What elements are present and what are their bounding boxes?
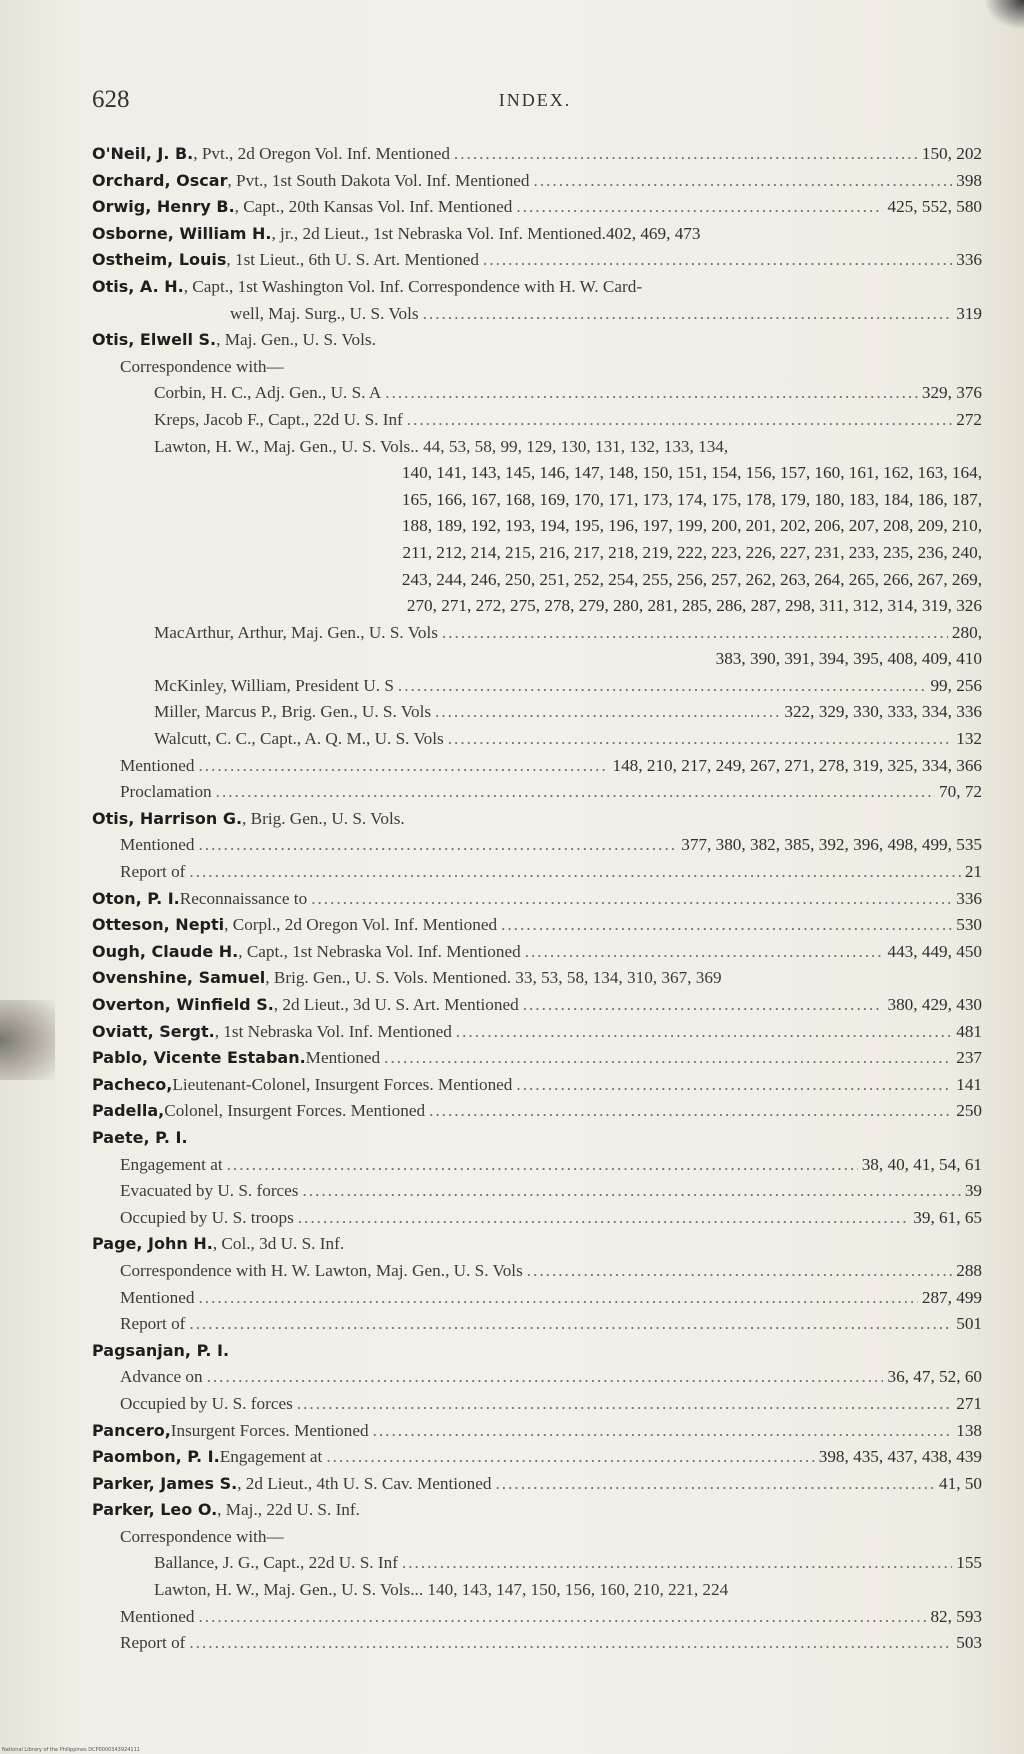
entry-text: MacArthur, Arthur, Maj. Gen., U. S. Vols bbox=[154, 622, 438, 642]
dot-leader bbox=[442, 620, 948, 647]
index-entry-line bbox=[92, 327, 982, 354]
index-entry-line bbox=[92, 1524, 982, 1551]
page-references: 41, 50 bbox=[939, 1473, 982, 1493]
entry-text: well, Maj. Surg., U. S. Vols bbox=[230, 303, 419, 323]
page-references: 481 bbox=[956, 1021, 982, 1041]
entry-text: Mentioned bbox=[120, 1606, 195, 1626]
entry-text: Reconnaissance to bbox=[179, 888, 308, 908]
page-references: 138 bbox=[956, 1420, 982, 1440]
entry-text: , Corpl., 2d Oregon Vol. Inf. Mentioned bbox=[224, 915, 498, 935]
entry-heading: Page, John H. bbox=[92, 1234, 213, 1254]
entry-heading: Orwig, Henry B. bbox=[92, 197, 235, 217]
index-entry-line bbox=[92, 354, 982, 381]
dot-leader bbox=[525, 939, 884, 966]
index-entry-line bbox=[92, 965, 982, 992]
dot-leader bbox=[523, 992, 884, 1019]
index-entry-line bbox=[92, 1418, 982, 1445]
entry-text: , Pvt., 1st South Dakota Vol. Inf. Mentioned bbox=[227, 170, 530, 190]
page-references: 336 bbox=[956, 250, 982, 270]
entry-text: Insurgent Forces. Mentioned bbox=[170, 1420, 369, 1440]
dot-leader bbox=[516, 1072, 952, 1099]
page-references: 155 bbox=[956, 1553, 982, 1573]
dot-leader bbox=[198, 1604, 926, 1631]
entry-text: , Maj. Gen., U. S. Vols. bbox=[216, 330, 376, 350]
page-references: 132 bbox=[956, 729, 982, 749]
entry-text: Correspondence with— bbox=[120, 1526, 284, 1546]
index-entry-line bbox=[92, 1045, 982, 1072]
entry-heading: Otis, Harrison G. bbox=[92, 808, 243, 828]
entry-heading: Paombon, P. I. bbox=[92, 1447, 220, 1467]
page-references: 82, 593 bbox=[930, 1606, 982, 1626]
page-references: 272 bbox=[956, 409, 982, 429]
entry-text: Report of bbox=[120, 1314, 186, 1334]
entry-text: Correspondence with— bbox=[120, 356, 284, 376]
dot-leader bbox=[326, 1444, 814, 1471]
entry-text: , jr., 2d Lieut., 1st Nebraska Vol. Inf. Mentioned. bbox=[271, 223, 606, 243]
dot-leader bbox=[423, 301, 953, 328]
entry-text: Correspondence with H. W. Lawton, Maj. Gen., U. S. Vols bbox=[120, 1260, 523, 1280]
entry-heading: Ough, Claude H. bbox=[92, 941, 239, 961]
index-entry-line bbox=[92, 460, 982, 487]
entry-heading: Oviatt, Sergt. bbox=[92, 1021, 215, 1041]
index-entry-line bbox=[92, 1178, 982, 1205]
dot-leader bbox=[198, 753, 608, 780]
entry-text: , Capt., 1st Washington Vol. Inf. Correspondence with H. W. Card- bbox=[183, 276, 643, 296]
index-entry-line bbox=[92, 1152, 982, 1179]
dot-leader bbox=[189, 1630, 952, 1657]
entry-heading: Overton, Winfield S. bbox=[92, 995, 274, 1014]
page-references: 329, 376 bbox=[921, 383, 982, 403]
index-entry-line bbox=[92, 540, 982, 567]
index-entry-line bbox=[92, 939, 982, 966]
dot-leader bbox=[373, 1418, 953, 1445]
page-references: 402, 469, 473 bbox=[605, 223, 701, 243]
index-entry-line bbox=[92, 194, 982, 221]
running-title: INDEX. bbox=[498, 90, 572, 110]
dot-leader bbox=[448, 726, 953, 753]
page-references: 21 bbox=[964, 862, 982, 882]
page-references: 398 bbox=[956, 170, 982, 190]
dot-leader bbox=[435, 699, 780, 726]
page-header bbox=[92, 86, 978, 116]
page-references: 165, 166, 167, 168, 169, 170, 171, 173, 174, 175, 178, 179, 180, 183, 184, 186, 187, bbox=[401, 489, 982, 509]
page-references: 188, 189, 192, 193, 194, 195, 196, 197, 199, 200, 201, 202, 206, 207, 208, 209, 210, bbox=[401, 516, 982, 536]
dot-leader bbox=[311, 886, 952, 913]
page-references: 250 bbox=[956, 1101, 982, 1121]
entry-heading: Osborne, William H. bbox=[92, 223, 272, 243]
page-references: 443, 449, 450 bbox=[887, 941, 982, 961]
page-references: 319 bbox=[956, 303, 982, 323]
index-entry-line bbox=[92, 726, 982, 753]
page-references: 70, 72 bbox=[939, 782, 982, 802]
entry-heading: Paete, P. I. bbox=[92, 1127, 188, 1147]
dot-leader bbox=[534, 168, 953, 195]
entry-text: Ballance, J. G., Capt., 22d U. S. Inf bbox=[154, 1553, 398, 1573]
page-references: 39 bbox=[964, 1181, 982, 1201]
entry-text: Walcutt, C. C., Capt., A. Q. M., U. S. Vols bbox=[154, 729, 444, 749]
entry-text: Mentioned bbox=[120, 755, 195, 775]
entry-text: Proclamation bbox=[120, 782, 212, 802]
index-entry-line bbox=[92, 1098, 982, 1125]
page-references: 398, 435, 437, 438, 439 bbox=[818, 1447, 982, 1467]
page-references: 288 bbox=[956, 1260, 982, 1280]
dot-leader bbox=[454, 141, 918, 168]
index-entry-line bbox=[92, 247, 982, 274]
page-references: 280, bbox=[951, 622, 982, 642]
entry-heading: Parker, Leo O. bbox=[92, 1500, 218, 1520]
index-entry-line bbox=[92, 301, 982, 328]
entry-text: Lawton, H. W., Maj. Gen., U. S. Vols... 140, 143, 147, 150, 156, 160, 210, 221, 224 bbox=[154, 1580, 729, 1600]
page-references: 322, 329, 330, 333, 334, 336 bbox=[784, 702, 982, 722]
page-references: 336 bbox=[956, 888, 982, 908]
page-references: 377, 380, 382, 385, 392, 396, 498, 499, 535 bbox=[681, 835, 982, 855]
entry-heading: Otis, Elwell S. bbox=[92, 330, 217, 350]
index-entry-line bbox=[92, 513, 982, 540]
index-entry-line bbox=[92, 380, 982, 407]
entry-text: Report of bbox=[120, 1633, 186, 1653]
entry-text: Corbin, H. C., Adj. Gen., U. S. A bbox=[154, 383, 382, 403]
entry-text: Miller, Marcus P., Brig. Gen., U. S. Vols bbox=[154, 702, 432, 722]
dot-leader bbox=[207, 1364, 884, 1391]
index-entry-line bbox=[92, 1630, 982, 1657]
index-entries bbox=[92, 141, 982, 1657]
page-references: 530 bbox=[956, 915, 982, 935]
index-entry-line bbox=[92, 567, 982, 594]
entry-heading: Orchard, Oscar bbox=[92, 170, 228, 190]
entry-text: , 1st Nebraska Vol. Inf. Mentioned bbox=[214, 1021, 452, 1041]
index-entry-line bbox=[92, 1471, 982, 1498]
entry-text: , 1st Lieut., 6th U. S. Art. Mentioned bbox=[226, 250, 479, 270]
page-references: 140, 141, 143, 145, 146, 147, 148, 150, 151, 154, 156, 157, 160, 161, 162, 163, 164, bbox=[401, 463, 982, 483]
index-entry-line bbox=[92, 646, 982, 673]
entry-text: Engagement at bbox=[219, 1447, 323, 1467]
dot-leader bbox=[198, 1285, 917, 1312]
entry-text: , 2d Lieut., 3d U. S. Art. Mentioned bbox=[273, 995, 519, 1014]
index-entry-line bbox=[92, 673, 982, 700]
page-references: 383, 390, 391, 394, 395, 408, 409, 410 bbox=[715, 649, 982, 669]
dot-leader bbox=[298, 1205, 909, 1232]
entry-text: , Brig. Gen., U. S. Vols. bbox=[242, 808, 405, 828]
entry-text: McKinley, William, President U. S bbox=[154, 675, 394, 695]
entry-text: Lawton, H. W., Maj. Gen., U. S. Vols.. 44, 53, 58, 99, 129, 130, 131, 132, 133, 134, bbox=[154, 436, 729, 456]
index-entry-line bbox=[92, 1577, 982, 1604]
entry-text: Evacuated by U. S. forces bbox=[120, 1181, 299, 1201]
index-entry-line bbox=[92, 1391, 982, 1418]
index-entry-line bbox=[92, 1125, 982, 1152]
page-references: 270, 271, 272, 275, 278, 279, 280, 281, 285, 286, 287, 298, 311, 312, 314, 319, 326 bbox=[406, 596, 982, 616]
dot-leader bbox=[483, 247, 952, 274]
index-entry-line bbox=[92, 1285, 982, 1312]
entry-heading: Pacheco, bbox=[92, 1074, 173, 1094]
entry-text: Occupied by U. S. troops bbox=[120, 1207, 294, 1227]
index-entry-line bbox=[92, 141, 982, 168]
page-references: 99, 256 bbox=[930, 675, 982, 695]
index-entry-line bbox=[92, 1497, 982, 1524]
entry-heading: Padella, bbox=[92, 1101, 165, 1121]
entry-text: Report of bbox=[120, 862, 186, 882]
index-entry-line bbox=[92, 753, 982, 780]
entry-heading: Otis, A. H. bbox=[92, 276, 184, 296]
page-references: 380, 429, 430 bbox=[887, 995, 982, 1014]
dot-leader bbox=[501, 912, 952, 939]
index-entry-line bbox=[92, 407, 982, 434]
index-entry-line bbox=[92, 434, 982, 461]
index-entry-line bbox=[92, 912, 982, 939]
entry-heading: Ovenshine, Samuel bbox=[92, 968, 266, 988]
page-references: 141 bbox=[956, 1074, 982, 1094]
dot-leader bbox=[198, 832, 677, 859]
entry-text: , Col., 3d U. S. Inf. bbox=[212, 1234, 345, 1254]
dot-leader bbox=[402, 1550, 952, 1577]
dot-leader bbox=[516, 194, 883, 221]
index-entry-line bbox=[92, 1444, 982, 1471]
entry-text: , Capt., 20th Kansas Vol. Inf. Mentioned bbox=[234, 197, 513, 217]
corner-mark bbox=[984, 0, 1024, 30]
entry-text: , Brig. Gen., U. S. Vols. Mentioned. 33, 53, 58, 134, 310, 367, 369 bbox=[265, 968, 722, 988]
index-entry-line bbox=[92, 1019, 982, 1046]
entry-text: , Maj., 22d U. S. Inf. bbox=[217, 1500, 360, 1520]
index-entry-line bbox=[92, 593, 982, 620]
index-entry-line bbox=[92, 1258, 982, 1285]
dot-leader bbox=[297, 1391, 952, 1418]
index-entry-line bbox=[92, 992, 982, 1019]
index-entry-line bbox=[92, 1205, 982, 1232]
page-references: 211, 212, 214, 215, 216, 217, 218, 219, 222, 223, 226, 227, 231, 233, 235, 236, 240, bbox=[402, 542, 982, 562]
index-entry-line bbox=[92, 779, 982, 806]
entry-heading: Parker, James S. bbox=[92, 1473, 238, 1493]
index-entry-line bbox=[92, 1364, 982, 1391]
index-entry-line bbox=[92, 859, 982, 886]
index-entry-line bbox=[92, 274, 982, 301]
entry-text: Engagement at bbox=[120, 1154, 223, 1174]
page-references: 501 bbox=[956, 1314, 982, 1334]
entry-heading: O'Neil, J. B. bbox=[92, 144, 194, 163]
index-entry-line bbox=[92, 221, 982, 248]
index-entry-line bbox=[92, 620, 982, 647]
index-entry-line bbox=[92, 886, 982, 913]
dot-leader bbox=[216, 779, 935, 806]
page-number: 628 bbox=[92, 86, 130, 113]
index-entry-line bbox=[92, 832, 982, 859]
page-references: 243, 244, 246, 250, 251, 252, 254, 255, 256, 257, 262, 263, 264, 265, 266, 267, 269, bbox=[401, 569, 982, 589]
page-references: 237 bbox=[956, 1048, 982, 1068]
index-entry-line bbox=[92, 1550, 982, 1577]
entry-text: , 2d Lieut., 4th U. S. Cav. Mentioned bbox=[237, 1473, 492, 1493]
page-references: 39, 61, 65 bbox=[913, 1207, 982, 1227]
page-references: 150, 202 bbox=[921, 144, 982, 163]
entry-heading: Ostheim, Louis bbox=[92, 250, 227, 270]
index-entry-line bbox=[92, 487, 982, 514]
dot-leader bbox=[407, 407, 952, 434]
dot-leader bbox=[227, 1152, 858, 1179]
page-references: 148, 210, 217, 249, 267, 271, 278, 319, 325, 334, 366 bbox=[612, 755, 982, 775]
entry-heading: Pagsanjan, P. I. bbox=[92, 1340, 230, 1360]
dot-leader bbox=[189, 859, 960, 886]
entry-heading: Pancero, bbox=[92, 1420, 171, 1440]
dot-leader bbox=[527, 1258, 952, 1285]
dot-leader bbox=[429, 1098, 952, 1125]
index-entry-line bbox=[92, 1231, 982, 1258]
index-entry-line bbox=[92, 1072, 982, 1099]
entry-text: Kreps, Jacob F., Capt., 22d U. S. Inf bbox=[154, 409, 403, 429]
dot-leader bbox=[496, 1471, 936, 1498]
page-references: 38, 40, 41, 54, 61 bbox=[861, 1154, 982, 1174]
dot-leader bbox=[303, 1178, 961, 1205]
index-entry-line bbox=[92, 806, 982, 833]
entry-text: Mentioned bbox=[305, 1048, 381, 1068]
entry-text: Mentioned bbox=[120, 835, 195, 855]
entry-text: , Capt., 1st Nebraska Vol. Inf. Mentioned bbox=[238, 941, 521, 961]
dot-leader bbox=[398, 673, 927, 700]
scan-footer: National Library of the Philippines DCP0000343924111 bbox=[2, 1747, 140, 1753]
entry-text: Mentioned bbox=[120, 1287, 195, 1307]
dot-leader bbox=[456, 1019, 952, 1046]
entry-heading: Oton, P. I. bbox=[92, 888, 180, 908]
page-references: 425, 552, 580 bbox=[887, 197, 982, 217]
page-references: 36, 47, 52, 60 bbox=[887, 1367, 982, 1387]
entry-text: , Pvt., 2d Oregon Vol. Inf. Mentioned bbox=[193, 144, 450, 163]
page-references: 287, 499 bbox=[921, 1287, 982, 1307]
index-entry-line bbox=[92, 699, 982, 726]
index-entry-line bbox=[92, 1311, 982, 1338]
index-entry-line bbox=[92, 1338, 982, 1365]
entry-heading: Pablo, Vicente Estaban. bbox=[92, 1048, 306, 1068]
page-references: 271 bbox=[956, 1393, 982, 1413]
entry-text: Colonel, Insurgent Forces. Mentioned bbox=[164, 1101, 426, 1121]
page-references: 503 bbox=[956, 1633, 982, 1653]
entry-heading: Otteson, Nepti bbox=[92, 915, 225, 935]
entry-text: Lieutenant-Colonel, Insurgent Forces. Mentioned bbox=[172, 1074, 513, 1094]
index-entry-line bbox=[92, 168, 982, 195]
entry-text: Occupied by U. S. forces bbox=[120, 1393, 293, 1413]
index-entry-line bbox=[92, 1604, 982, 1631]
dot-leader bbox=[189, 1311, 952, 1338]
entry-text: Advance on bbox=[120, 1367, 203, 1387]
binding-shadow bbox=[0, 1000, 55, 1080]
dot-leader bbox=[385, 380, 918, 407]
dot-leader bbox=[384, 1045, 952, 1072]
